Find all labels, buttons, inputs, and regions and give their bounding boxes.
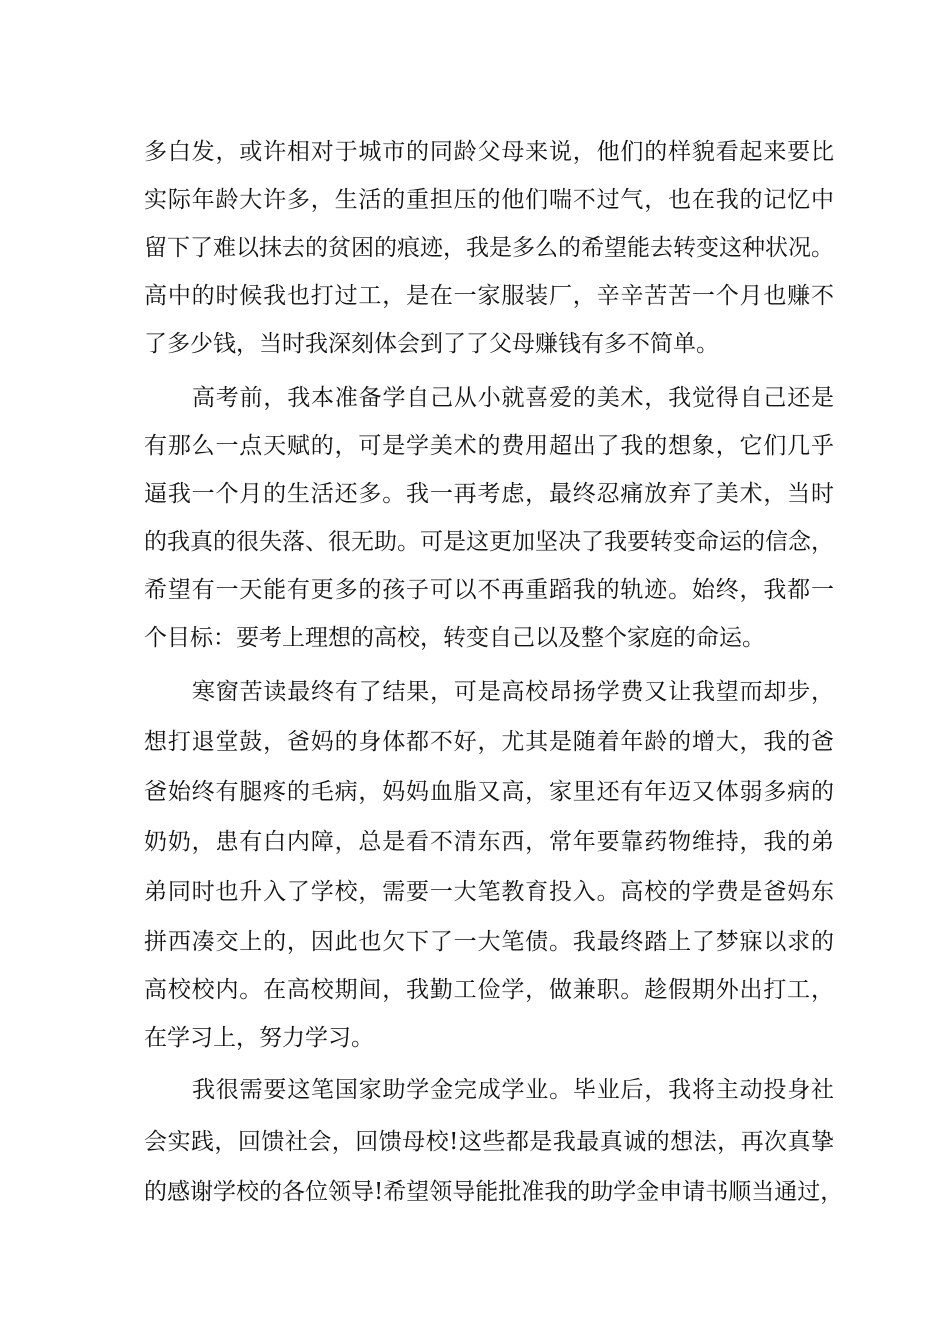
- text-line: 多白发，或许相对于城市的同龄父母来说，他们的样貌看起来要比: [144, 139, 834, 165]
- text-line: 我很需要这笔国家助学金完成学业。毕业后，我将主动投身社: [192, 1077, 834, 1103]
- text-line: 寒窗苦读最终有了结果，可是高校昂扬学费又让我望而却步，: [192, 679, 834, 705]
- text-line: 想打退堂鼓，爸妈的身体都不好，尤其是随着年龄的增大，我的爸: [144, 729, 834, 755]
- text-line: 逼我一个月的生活还多。我一再考虑，最终忍痛放弃了美术，当时: [144, 481, 834, 507]
- text-line: 的我真的很失落、很无助。可是这更加坚决了我要转变命运的信念，: [144, 529, 834, 555]
- text-line: 的感谢学校的各位领导!希望领导能批准我的助学金申请书顺当通过，: [144, 1179, 844, 1205]
- text-line: 希望有一天能有更多的孩子可以不再重蹈我的轨迹。始终，我都一: [144, 577, 834, 603]
- text-line: 高考前，我本准备学自己从小就喜爱的美术，我觉得自己还是: [192, 385, 834, 411]
- text-line: 留下了难以抹去的贫困的痕迹，我是多么的希望能去转变这种状况。: [144, 235, 834, 261]
- text-line: 爸始终有腿疼的毛病，妈妈血脂又高，家里还有年迈又体弱多病的: [144, 779, 834, 805]
- text-line: 在学习上，努力学习。: [144, 1025, 374, 1051]
- text-line: 实际年龄大许多，生活的重担压的他们喘不过气，也在我的记忆中: [144, 187, 834, 213]
- text-line: 高中的时候我也打过工，是在一家服装厂，辛辛苦苦一个月也赚不: [144, 283, 834, 309]
- text-line: 拼西凑交上的，因此也欠下了一大笔债。我最终踏上了梦寐以求的: [144, 929, 834, 955]
- text-line: 高校校内。在高校期间，我勤工俭学，做兼职。趁假期外出打工，: [144, 977, 834, 1003]
- text-line: 了多少钱，当时我深刻体会到了了父母赚钱有多不简单。: [144, 331, 719, 357]
- text-line: 奶奶，患有白内障，总是看不清东西，常年要靠药物维持，我的弟: [144, 829, 834, 855]
- text-line: 个目标：要考上理想的高校，转变自己以及整个家庭的命运。: [144, 625, 765, 651]
- text-line: 有那么一点天赋的，可是学美术的费用超出了我的想象，它们几乎: [144, 433, 834, 459]
- text-line: 弟同时也升入了学校，需要一大笔教育投入。高校的学费是爸妈东: [144, 879, 834, 905]
- text-line: 会实践，回馈社会，回馈母校!这些都是我最真诚的想法，再次真挚: [144, 1129, 834, 1155]
